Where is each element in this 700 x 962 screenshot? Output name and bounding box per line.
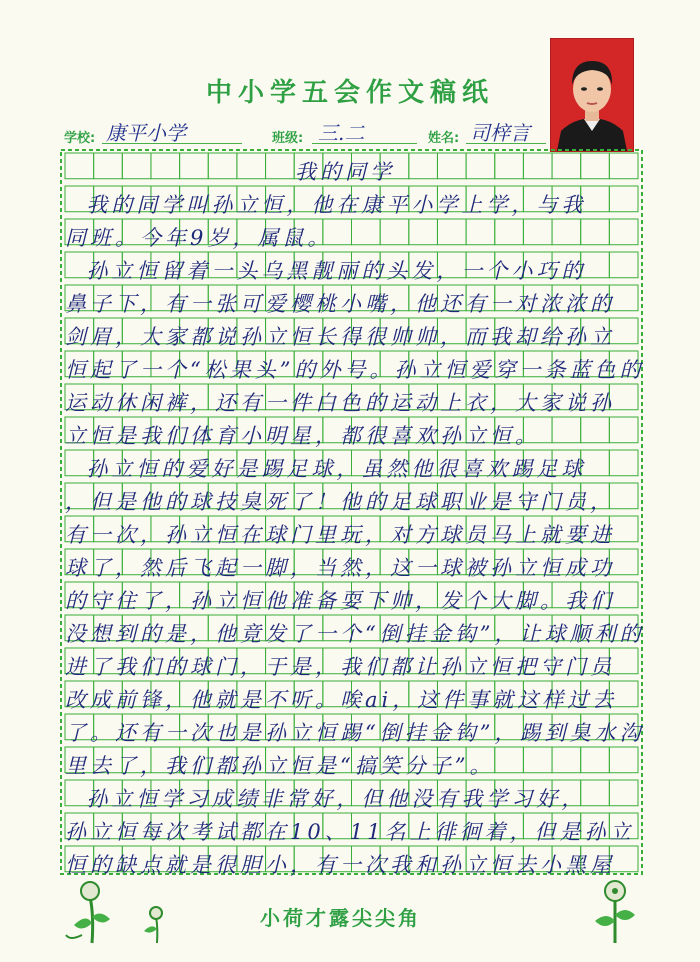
grid-cell <box>552 153 581 179</box>
class-label: 班级: <box>272 131 304 146</box>
essay-line: 运动休闲裤，还有一件白色的运动上衣，大家说孙 <box>65 391 615 415</box>
grid-cell <box>552 747 581 773</box>
school-label: 学校: <box>64 131 96 146</box>
grid-cell <box>466 219 495 245</box>
essay-line: 没想到的是，他竟发了一个“倒挂金钩”，让球顺利的 <box>65 622 645 646</box>
grid-cell <box>380 219 409 245</box>
essay-line: 鼻子下，有一张可爱樱桃小嘴，他还有一对浓浓的 <box>65 292 615 316</box>
essay-line: 孙立恒的爱好是踢足球，虽然他很喜欢踢足球 <box>65 457 587 481</box>
essay-line: 里去了，我们都孙立恒是“搞笑分子”。 <box>65 754 495 778</box>
essay-line: 同班。今年9岁，属鼠。 <box>65 226 333 250</box>
grid-cell <box>495 153 524 179</box>
grid-cell <box>180 153 209 179</box>
grid-cell <box>122 153 151 179</box>
essay-line: 改成前锋，他就是不听。唉ai，这件事就这样过去 <box>65 688 618 712</box>
essay-line: 立恒是我们体育小明星，都很喜欢孙立恒。 <box>65 424 540 448</box>
essay-line: 孙立恒留着一头乌黑靓丽的头发，一个小巧的 <box>65 259 587 283</box>
grid-cell <box>581 747 610 773</box>
essay-line: 有一次，孙立恒在球门里玩，对方球员马上就要进 <box>65 523 615 547</box>
grid-cell <box>352 219 381 245</box>
grid-cell <box>523 747 552 773</box>
student-portrait-photo <box>550 38 634 152</box>
grid-cell <box>609 747 638 773</box>
essay-line: 恒的缺点就是很胆小，有一次我和孙立恒去小黑屋 <box>65 853 615 877</box>
grid-cell <box>552 417 581 443</box>
essay-line: 进了我们的球门，于是，我们都让孙立恒把守门员 <box>65 655 615 679</box>
essay-line: 球了，然后飞起一脚，当然，这一球被孙立恒成功 <box>65 556 615 580</box>
name-underline <box>466 143 546 144</box>
grid-cell <box>94 153 123 179</box>
name-label: 姓名: <box>428 131 460 146</box>
grid-cell <box>237 153 266 179</box>
grid-cell <box>609 417 638 443</box>
grid-cell <box>151 153 180 179</box>
footer-motto: 小荷才露尖尖角 <box>260 906 421 930</box>
grid-cell <box>552 219 581 245</box>
essay-line: 的守住了，孙立恒他准备耍下帅，发个大脚。我们 <box>65 589 615 613</box>
grid-cell <box>208 153 237 179</box>
essay-line: 我的同学叫孙立恒，他在康平小学上学，与我 <box>65 193 587 217</box>
class-value: 三.二 <box>318 121 365 145</box>
school-underline <box>102 143 242 144</box>
school-value: 康平小学 <box>106 121 186 145</box>
grid-cell <box>609 780 638 806</box>
grid-cell <box>609 252 638 278</box>
essay-line: 了。还有一次也是孙立恒踢“倒挂金钩”，踢到臭水沟 <box>65 721 645 745</box>
grid-cell <box>523 153 552 179</box>
grid-cell <box>581 153 610 179</box>
grid-cell <box>609 219 638 245</box>
flower-decoration-icon <box>585 875 645 945</box>
grid-cell <box>437 153 466 179</box>
grid-cell <box>523 219 552 245</box>
essay-title: 我的同学 <box>295 160 395 184</box>
grid-cell <box>581 417 610 443</box>
class-underline <box>312 143 417 144</box>
grid-cell <box>581 219 610 245</box>
grid-cell <box>495 747 524 773</box>
grid-cell <box>437 219 466 245</box>
grid-cell <box>466 153 495 179</box>
grid-cell <box>266 153 295 179</box>
grid-cell <box>495 219 524 245</box>
essay-line: 恒起了一个“松果头”的外号。孙立恒爱穿一条蓝色的 <box>65 358 645 382</box>
name-value: 司梓言 <box>470 121 530 145</box>
essay-line: 孙立恒学习成绩非常好，但他没有我学习好， <box>65 787 587 811</box>
grid-cell <box>409 219 438 245</box>
essay-line: 孙立恒每次考试都在10、11名上徘徊着，但是孙立 <box>65 820 635 844</box>
grid-cell <box>609 153 638 179</box>
grid-cell <box>609 186 638 212</box>
essay-line: ，但是他的球技臭死了！他的足球职业是守门员， <box>65 490 615 514</box>
grid-cell <box>609 450 638 476</box>
grid-cell <box>409 153 438 179</box>
sheet-title: 中小学五会作文稿纸 <box>205 78 494 108</box>
flower-decoration-icon <box>62 875 172 945</box>
essay-line: 剑眉，大家都说孙立恒长得很帅帅，而我却给孙立 <box>65 325 615 349</box>
grid-cell <box>65 153 94 179</box>
